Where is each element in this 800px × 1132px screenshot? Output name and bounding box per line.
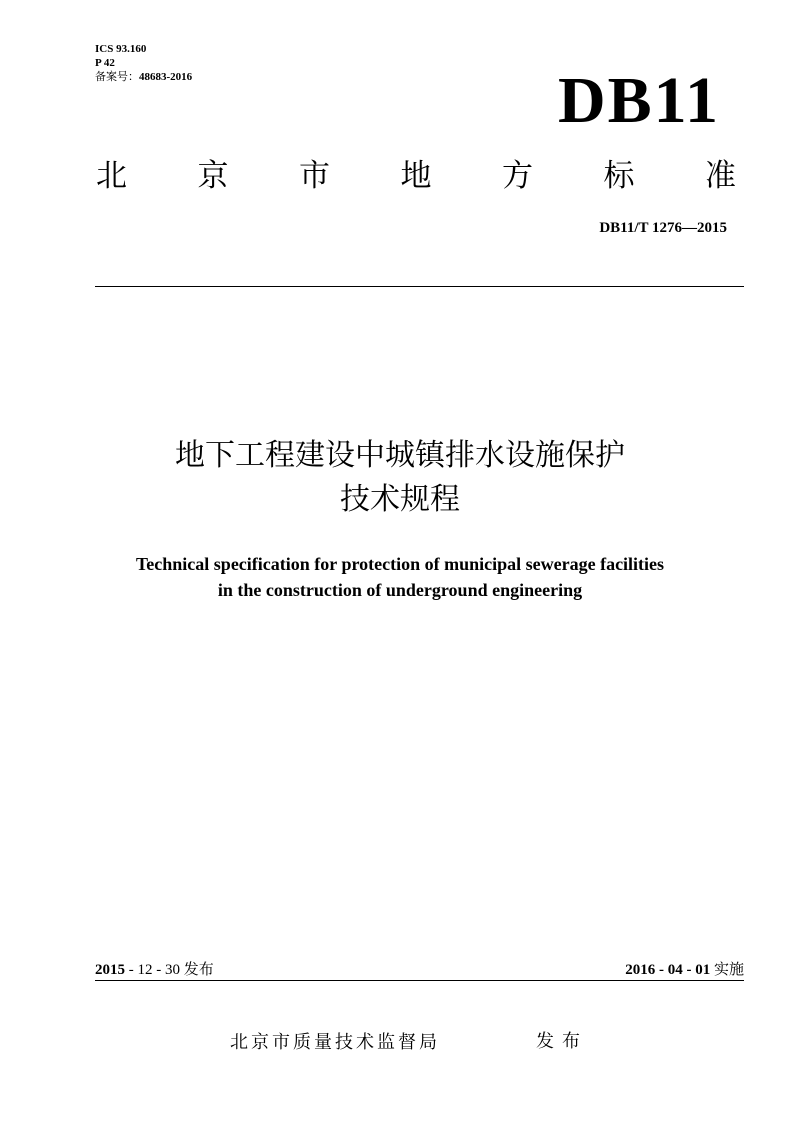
top-divider (95, 286, 744, 287)
implement-date (625, 958, 744, 981)
standard-type-char: 北 (96, 158, 127, 194)
record-value: 48683-2016 (139, 71, 193, 83)
standard-type-char: 市 (299, 158, 330, 194)
issue-word: 发布 (183, 960, 214, 978)
publish-word: 发布 (536, 1031, 588, 1052)
ics-code: ICS 93.160 (95, 43, 147, 55)
english-title-line-2: in the construction of underground engineering (217, 580, 583, 600)
classification-block (95, 42, 192, 84)
issue-date (95, 958, 214, 981)
record-label: 备案号： (95, 70, 139, 83)
implement-word: 实施 (713, 960, 744, 978)
bottom-divider (95, 980, 744, 981)
issue-month-day: - 12 - 30 (125, 962, 184, 978)
standard-type-char: 标 (603, 158, 635, 194)
english-title (0, 551, 800, 603)
date-row (95, 958, 744, 981)
db-logo-code: DB11 (557, 64, 720, 137)
standard-type-char: 京 (197, 158, 229, 194)
chinese-title (0, 434, 800, 522)
record-number (95, 70, 192, 84)
standard-type-char: 准 (705, 158, 736, 194)
chinese-title-line-1: 地下工程建设中城镇排水设施保护 (175, 438, 625, 473)
chinese-title-line-2: 技术规程 (340, 482, 460, 517)
english-title-line-1: Technical specification for protection of municipal sewerage facilities (135, 554, 665, 574)
standard-code: DB11/T 1276—2015 (599, 220, 727, 236)
standard-type-char: 方 (502, 158, 533, 194)
implement-date-value: 2016 - 04 - 01 (625, 962, 714, 978)
publisher-name: 北京市质量技术监督局 (230, 1032, 440, 1053)
ccs-code: P 42 (95, 57, 115, 69)
standard-type-heading (96, 158, 736, 194)
issue-year: 2015 (95, 962, 125, 978)
standard-type-char: 地 (400, 158, 432, 194)
